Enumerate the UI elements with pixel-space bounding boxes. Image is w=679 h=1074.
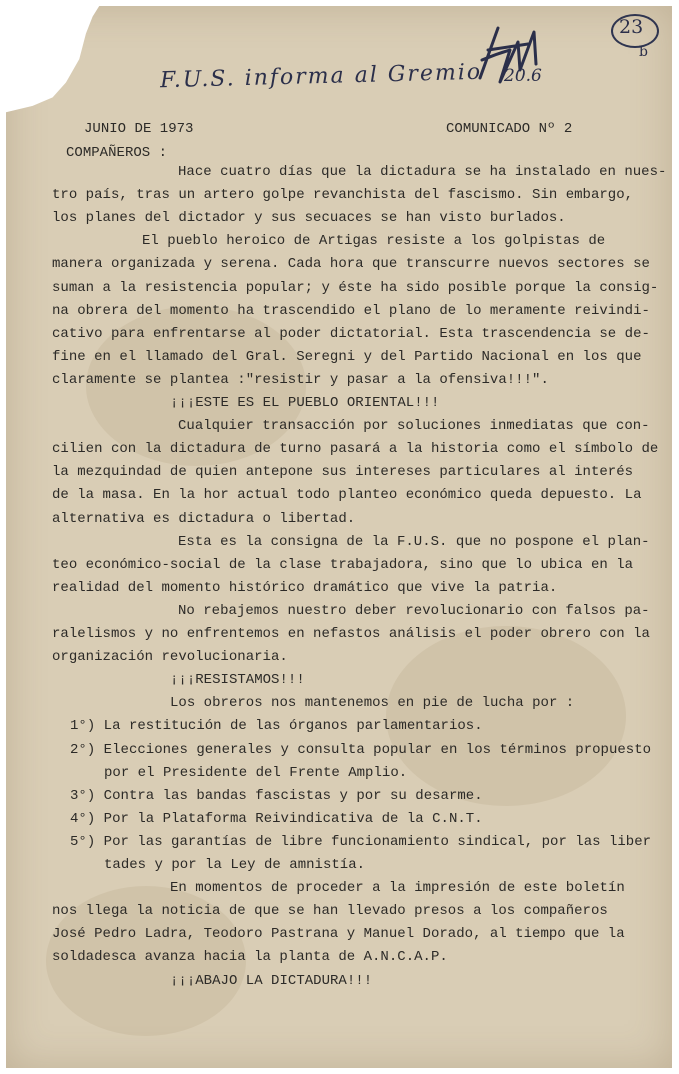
document-line: Hace cuatro días que la dictadura se ha instalado en nues- [178,164,667,180]
document-line: Cualquier transacción por soluciones inmediatas que con- [178,418,650,434]
document-line: En momentos de proceder a la impresión de este boletín [170,880,625,896]
document-line: 4°) Por la Plataforma Reivindicativa de la C.N.T. [70,811,483,827]
document-line: tades y por la Ley de amnistía. [104,857,366,873]
document-line: ¡¡¡RESISTAMOS!!! [170,672,305,688]
document-line: de la masa. En la hor actual todo planteo económico queda depuesto. La [52,487,642,503]
document-line: 2°) Elecciones generales y consulta popular en los términos propuesto [70,742,652,758]
document-line: Esta es la consigna de la F.U.S. que no pospone el plan- [178,534,650,550]
document-line: manera organizada y serena. Cada hora que transcurre nuevos sectores se [52,256,650,272]
document-line: ¡¡¡ABAJO LA DICTADURA!!! [170,973,373,989]
document-line: soldadesca avanza hacia la planta de A.N.C.A.P. [52,949,448,965]
document-line: nos llega la noticia de que se han llevado presos a los compañeros [52,903,608,919]
handwritten-date-note: 20.6 [504,66,542,86]
page-number-suffix: b [639,44,648,60]
document-line: El pueblo heroico de Artigas resiste a los golpistas de [142,233,606,249]
document-line: tro país, tras un artero golpe revanchista del fascismo. Sin embargo, [52,187,634,203]
document-line: la mezquindad de quien antepone sus intereses particulares al interés [52,464,634,480]
salutation: COMPAÑEROS : [66,145,168,161]
handwritten-title: F.U.S. informa al Gremio [159,59,483,94]
document-line: cativo para enfrentarse al poder dictatorial. Esta trascendencia se de- [52,326,650,342]
document-line: organización revolucionaria. [52,649,288,665]
document-line: claramente se plantea :"resistir y pasar a la ofensiva!!!". [52,372,549,388]
document-line: los planes del dictador y sus secuaces se han visto burlados. [52,210,566,226]
document-line: na obrera del momento ha trascendido el plano de lo meramente reivindi- [52,303,650,319]
document-line: suman a la resistencia popular; y éste ha sido posible porque la consig- [52,280,659,296]
document-line: fine en el llamado del Gral. Seregni y del Partido Nacional en los que [52,349,642,365]
document-line: José Pedro Ladra, Teodoro Pastrana y Manuel Dorado, al tiempo que la [52,926,625,942]
document-line: alternativa es dictadura o libertad. [52,511,356,527]
page-number: 23 [619,16,644,38]
paper-stain [386,626,626,806]
document-line: ralelismos y no enfrentemos en nefastos análisis el poder obrero con la [52,626,650,642]
document-line: 5°) Por las garantías de libre funcionamiento sindical, por las liber [70,834,652,850]
document-line: realidad del momento histórico dramático que vive la patria. [52,580,558,596]
document-line: No rebajemos nuestro deber revolucionario con falsos pa- [178,603,650,619]
document-line: ¡¡¡ESTE ES EL PUEBLO ORIENTAL!!! [170,395,440,411]
communique-number: COMUNICADO Nº 2 [446,121,573,137]
document-line: 1°) La restitución de las órganos parlamentarios. [70,718,483,734]
document-line: teo económico-social de la clase trabajadora, sino que lo ubica en la [52,557,634,573]
document-line: por el Presidente del Frente Amplio. [104,765,408,781]
document-line: 3°) Contra las bandas fascistas y por su desarme. [70,788,483,804]
document-date: JUNIO DE 1973 [84,121,194,137]
document-line: Los obreros nos mantenemos en pie de lucha por : [170,695,575,711]
handwritten-signature [470,20,560,100]
document-line: cilien con la dictadura de turno pasará a la historia como el símbolo de [52,441,659,457]
